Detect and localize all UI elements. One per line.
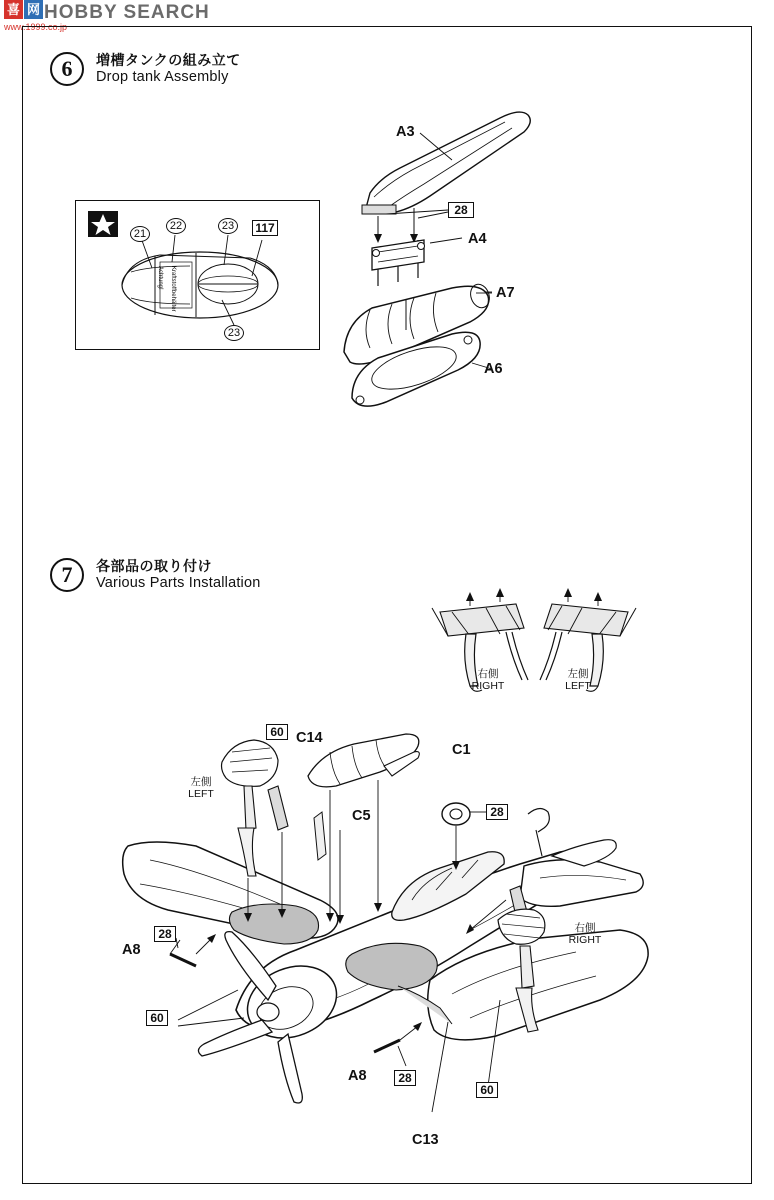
callout-60-bottom-right: 60 — [476, 1082, 498, 1098]
part-label-c1: C1 — [452, 742, 471, 758]
step-7-number: 7 — [61, 562, 73, 587]
part-label-a8-bottom: A8 — [348, 1068, 367, 1084]
gear-detail-left-en: LEFT — [565, 680, 591, 692]
part-label-a8-left: A8 — [122, 942, 141, 958]
part-label-c13: C13 — [412, 1132, 439, 1148]
part-label-a4: A4 — [468, 231, 487, 247]
callout-60-bottom-left: 60 — [146, 1010, 168, 1026]
step-6-number: 6 — [61, 56, 73, 81]
gear-detail-left-jp: 左側 — [567, 668, 589, 680]
decal-mark-117: 117 — [252, 220, 278, 236]
step-7-title-jp: 各部品の取り付け — [96, 558, 212, 574]
right-gear-note-jp: 右側 — [574, 922, 596, 934]
part-label-a6: A6 — [484, 361, 503, 377]
left-gear-note-jp: 左側 — [190, 776, 212, 788]
callout-28-step6: 28 — [448, 202, 474, 218]
part-label-c14: C14 — [296, 730, 323, 746]
left-gear-note — [176, 776, 226, 800]
step-6-title-jp: 増槽タンクの組み立て — [96, 52, 241, 68]
watermark-text: HOBBY SEARCH — [44, 2, 210, 23]
watermark-badge-char-1: 喜 — [4, 0, 23, 19]
callout-28-bottom: 28 — [394, 1070, 416, 1086]
gear-detail-right-en: RIGHT — [471, 680, 505, 692]
part-label-c5: C5 — [352, 808, 371, 824]
part-label-a3: A3 — [396, 124, 415, 140]
decal-mark-23: 23 — [218, 218, 238, 234]
callout-60-left-upper: 60 — [266, 724, 288, 740]
callout-28-c1: 28 — [486, 804, 508, 820]
callout-28-left-wing: 28 — [154, 926, 176, 942]
left-gear-note-en: LEFT — [188, 788, 214, 800]
decal-stencil-text-1: Achtung! — [157, 266, 163, 290]
decal-mark-22: 22 — [166, 218, 186, 234]
watermark-badge-char-2: 网 — [24, 0, 43, 19]
part-label-a7: A7 — [496, 285, 515, 301]
right-gear-note-en: RIGHT — [568, 934, 602, 946]
step-7-title-en: Various Parts Installation — [96, 575, 261, 591]
watermark-url: www.1999.co.jp — [4, 22, 68, 32]
step-6-title-en: Drop tank Assembly — [96, 69, 229, 85]
gear-detail-right-jp: 右側 — [477, 668, 499, 680]
decal-mark-23b: 23 — [224, 325, 244, 341]
decal-mark-21: 21 — [130, 226, 150, 242]
right-gear-note — [560, 922, 610, 946]
